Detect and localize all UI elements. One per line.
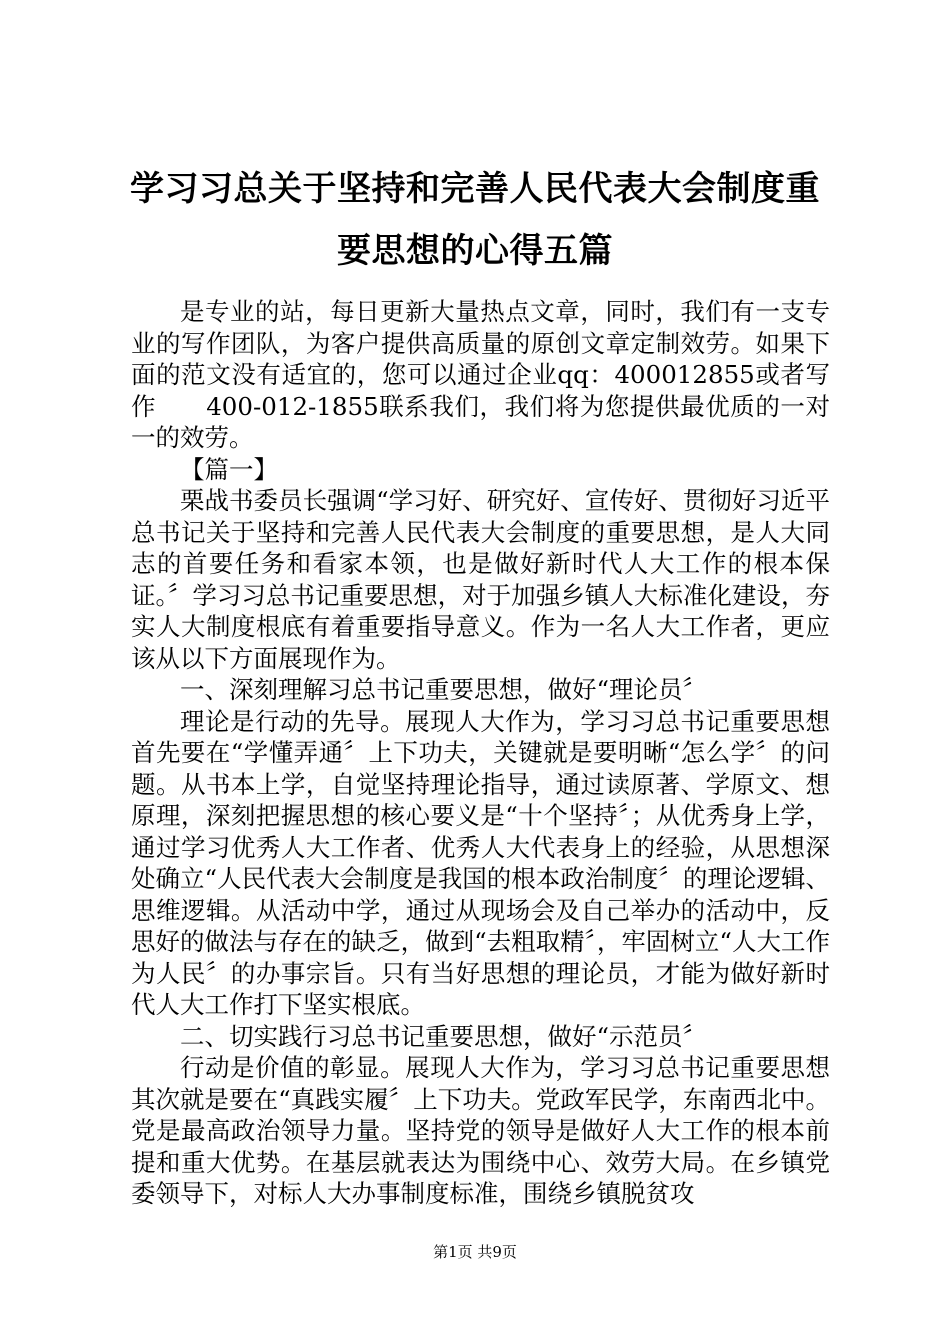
intro-paragraph: 是专业的站，每日更新大量热点文章，同时，我们有一支专业的写作团队，为客户提供高质量的原创文章定制效劳。如果下面的范文没有适宜的，您可以通过企业qq：400012855或者写作 400-012-1855联系我们，我们将为您提供最优质的一对一的效劳。 (131, 297, 830, 452)
body-paragraph: 栗战书委员长强调“学习好、研究好、宣传好、贯彻好习近平总书记关于坚持和完善人民代表大会制度的重要思想，是人大同志的首要任务和看家本领，也是做好新时代人大工作的根本保证。〞学习习总书记重要思想，对于加强乡镇人大标准化建设，夯实人大制度根底有着重要指导意义。作为一名人大工作者，更应该从以下方面展现作为。 (131, 486, 830, 673)
section-heading: 一、深刻理解习总书记重要思想，做好“理论员〞 (180, 675, 708, 704)
page-number-footer: 第1页 共9页 (433, 1243, 517, 1261)
section-label: 【篇一】 (180, 454, 278, 484)
section-heading: 二、切实践行习总书记重要思想，做好“示范员〞 (180, 1021, 708, 1051)
body-paragraph: 行动是价值的彰显。展现人大作为，学习习总书记重要思想其次就是要在“真践实履〞上下功夫。党政军民学，东南西北中。党是最高政治领导力量。坚持党的领导是做好人大工作的根本前提和重大优势。在基层就表达为围绕中心、效劳大局。在乡镇党委领导下，对标人大办事制度标准，围绕乡镇脱贫攻 (131, 1053, 830, 1208)
body-paragraph: 理论是行动的先导。展现人大作为，学习习总书记重要思想首先要在“学懂弄通〞上下功夫，关键就是要明晰“怎么学〞的问题。从书本上学，自觉坚持理论指导，通过读原著、学原文、想原理，深刻把握思想的核心要义是“十个坚持〞；从优秀身上学，通过学习优秀人大工作者、优秀人大代表身上的经验，从思想深处确立“人民代表大会制度是我国的根本政治制度〞的理论逻辑、思维逻辑。从活动中学，通过从现场会及自己举办的活动中，反思好的做法与存在的缺乏，做到“去粗取精〞，牢固树立“人大工作为人民〞的办事宗旨。只有当好思想的理论员，才能为做好新时代人大工作打下坚实根底。 (131, 706, 830, 1019)
document-title: 学习习总关于坚持和完善人民代表大会制度重要思想的心得五篇 (130, 169, 820, 271)
document-body (131, 296, 830, 1210)
